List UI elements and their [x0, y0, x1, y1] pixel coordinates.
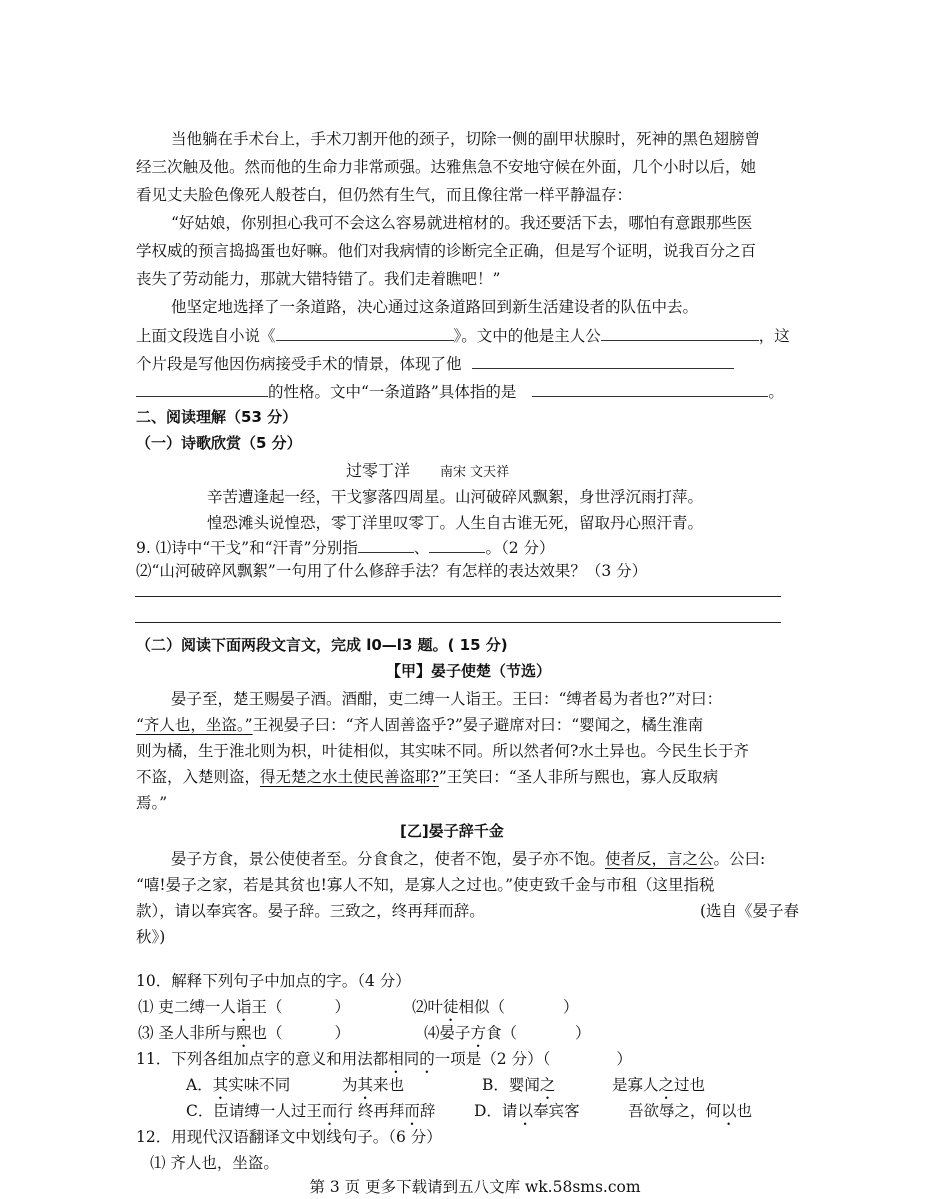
- section-2-sub-2: （二）阅读下面两段文言文，完成 l0—l3 题。( 15 分): [136, 636, 508, 654]
- answer-line[interactable]: [135, 622, 781, 623]
- q9-text: 、: [413, 539, 430, 557]
- q11-option-a[interactable]: [186, 1074, 290, 1103]
- question-11-title: [136, 1048, 632, 1077]
- q10-item-1: [138, 996, 350, 1025]
- q8-blank-protagonist[interactable]: [601, 324, 759, 341]
- q12-item-1: ⑴ 齐人也，坐盗。: [150, 1154, 279, 1172]
- q10-item-3: [138, 1022, 350, 1051]
- q10-text: ）: [334, 998, 350, 1016]
- dotted-char: 以: [721, 1102, 737, 1120]
- yi-line: “嘻!晏子之家，若是其贫也!寡人不知，是寡人之过也。”使吏致千金与市租（这里指税: [136, 876, 715, 894]
- q8-blank-road[interactable]: [532, 380, 768, 397]
- q11-text: 行 终再拜: [337, 1102, 405, 1120]
- jia-text: 王视晏子曰：“齐人固善盗乎?”晏子避席对曰：“婴闻之，橘生淮南: [252, 716, 704, 734]
- q10-text: ⑴ 吏二缚一人: [138, 998, 236, 1016]
- q9-text: 9. ⑴诗中“干戈”和“汗青”分别指: [136, 539, 358, 557]
- q8-text: 个片段是写他因伤病接受手术的情景，体现了他: [136, 355, 462, 373]
- q11-text: 奉宾客: [532, 1102, 580, 1120]
- section-2-title: 二、阅读理解（53 分）: [136, 408, 298, 426]
- dotted-char: 的: [419, 1050, 435, 1068]
- poem-author: 南宋 文天祥: [440, 465, 510, 480]
- poem-line: 惶恐滩头说惶恐，零丁洋里叹零丁。人生自古谁无死，留取丹心照汗青。: [207, 514, 704, 532]
- q11-text: B．婴闻: [482, 1076, 540, 1094]
- q11-text: 是寡人: [612, 1076, 659, 1094]
- q11-option-b[interactable]: [482, 1074, 555, 1103]
- q10-text: ⑷晏子: [424, 1024, 471, 1042]
- poem-line: 辛苦遭逢起一经，干戈寥落四周星。山河破碎风飘絮，身世浮沉雨打萍。: [207, 488, 704, 506]
- question-9-line-1: [136, 536, 554, 559]
- page-footer: 第 3 页 更多下载请到五八文库 wk.58sms.com: [309, 1178, 641, 1196]
- q11-option-d[interactable]: [474, 1100, 579, 1129]
- passage-line: 看见丈夫脸色像死人般苍白，但仍然有生气，而且像往常一样平静温存：: [136, 186, 633, 204]
- q8-text: ，这: [758, 327, 790, 345]
- poem-heading: [346, 460, 509, 484]
- q11-option-d-pair: [628, 1100, 752, 1129]
- yi-text: 晏子方食，景公使使者至。分食食之，使者不饱，晏子亦不饱。: [171, 850, 606, 868]
- q10-text: ）: [575, 1024, 591, 1042]
- dotted-char: 熙: [235, 1024, 252, 1042]
- dotted-char: 徒: [443, 998, 459, 1016]
- passage-line: 经三次触及他。然而他的生命力非常顽强。达雅焦急不安地守候在外面，几个小时以后，她: [136, 158, 757, 176]
- jia-line: [136, 766, 718, 788]
- jia-line: [136, 714, 703, 736]
- jia-line: 则为橘，生于淮北则为枳，叶徒相似，其实味不同。所以然者何?水土异也。今民生长于齐: [136, 742, 749, 760]
- underlined-sentence: 使者反，言之公: [605, 850, 714, 868]
- section-2-sub-1: （一）诗歌欣赏（5 分）: [136, 434, 302, 452]
- q8-text: 。: [768, 383, 784, 401]
- q9-blank-hanqing[interactable]: [429, 536, 485, 553]
- q11-option-b-pair: [612, 1074, 705, 1103]
- question-9-line-2: ⑵“山河破碎风飘絮”一句用了什么修辞手法？有怎样的表达效果？（3 分）: [136, 562, 648, 580]
- q11-text: D．请: [474, 1102, 518, 1120]
- q11-text: A．: [186, 1076, 213, 1094]
- question-8-line-3: [136, 380, 784, 403]
- q11-text: 来也: [373, 1076, 405, 1094]
- q8-blank-novel[interactable]: [276, 324, 454, 341]
- q8-blank-character[interactable]: [472, 352, 734, 369]
- q11-text: ）: [616, 1050, 632, 1068]
- passage-line: “好姑娘，你别担心我可不会这么容易就进棺材的。我还要活下去，哪怕有意跟那些医: [171, 214, 753, 232]
- question-8-line-2: [136, 352, 734, 375]
- q10-text: 相似（: [458, 998, 506, 1016]
- q10-item-4: [424, 1022, 591, 1051]
- q11-text: 为: [342, 1076, 358, 1094]
- q10-text: ）: [334, 1024, 350, 1042]
- q8-text: 的性格。文中“一条道路”具体指的是: [268, 383, 517, 401]
- dotted-char: 方: [470, 1024, 487, 1042]
- q9-blank-gange[interactable]: [358, 536, 414, 553]
- dotted-char: 之: [658, 1076, 675, 1094]
- q10-item-2: [412, 996, 579, 1025]
- yi-line: [171, 848, 765, 870]
- answer-line[interactable]: [135, 596, 781, 597]
- q10-text: 王（: [251, 998, 283, 1016]
- q10-text: ⑶ 圣人非所与: [138, 1024, 236, 1042]
- passage-line: 他坚定地选择了一条道路，决心通过这条道路回到新生活建设者的队伍中去。: [171, 298, 699, 316]
- q11-option-a-pair: [342, 1074, 404, 1103]
- q11-text: 也: [736, 1102, 753, 1120]
- dotted-char: 之: [539, 1076, 556, 1094]
- dotted-char: 相: [388, 1050, 404, 1068]
- yi-text: 。公曰:: [713, 850, 766, 868]
- jia-text: ”王笑曰：“圣人非所与熙也，寡人反取病: [438, 768, 719, 786]
- passage-line: 丧失了劳动能力，那就大错特错了。我们走着瞧吧！”: [136, 270, 501, 288]
- question-12-title: 12．用现代汉语翻译文中划线句子。（6 分）: [136, 1128, 442, 1146]
- q11-text: 吾欲辱之，何: [628, 1102, 722, 1120]
- q8-text: 上面文段选自小说《: [136, 327, 276, 345]
- yi-source: (选自《晏子春: [700, 902, 800, 920]
- yi-line: 款），请以奉宾客。晏子辞。三致之，终再拜而辞。: [136, 902, 485, 920]
- yi-title: [乙]晏子辞千金: [400, 822, 504, 840]
- question-10-title: 10．解释下列句子中加点的字。（4 分）: [136, 972, 411, 990]
- q10-text: 也（: [251, 1024, 283, 1042]
- q11-text: 11．下列各组加点字的意义和用法都: [136, 1050, 389, 1068]
- dotted-char: 而: [404, 1102, 420, 1120]
- jia-line: 晏子至，楚王赐晏子酒。酒酣，吏二缚一人诣王。王曰：“缚者曷为者也?”对曰：: [171, 690, 723, 708]
- dotted-char: 以: [517, 1102, 533, 1120]
- q11-text: 实味不同: [228, 1076, 291, 1094]
- dotted-char: 其: [357, 1076, 374, 1094]
- dotted-char: 诣: [235, 998, 252, 1016]
- underlined-sentence: 得无楚之水土使民善盗耶?: [260, 768, 439, 786]
- question-8-line-1: [136, 324, 790, 347]
- q11-text: 同: [403, 1050, 420, 1068]
- dotted-char: 而: [321, 1102, 338, 1120]
- dotted-char: 其: [212, 1076, 229, 1094]
- q10-text: ）: [563, 998, 579, 1016]
- q11-option-c[interactable]: [186, 1100, 435, 1129]
- passage-line: 当他躺在手术台上，手术刀割开他的颈子，切除一侧的副甲状腺时，死神的黑色翅膀曾: [171, 130, 761, 148]
- q9-text: 。（2 分）: [485, 539, 555, 557]
- q11-text: 过也: [674, 1076, 706, 1094]
- q11-text: 辞: [419, 1102, 436, 1120]
- jia-line: 焉。”: [136, 794, 168, 812]
- q8-text: 》。文中的他是主人公: [453, 327, 601, 345]
- q8-blank-character-cont[interactable]: [136, 380, 268, 397]
- jia-text: 不盗，入楚则盗，: [136, 768, 261, 786]
- q10-text: 食（: [486, 1024, 518, 1042]
- q11-text: C．臣请缚一人过王: [186, 1102, 322, 1120]
- underlined-sentence: “齐人也，坐盗。”: [136, 716, 253, 734]
- yi-source-cont: 秋》): [136, 928, 166, 946]
- q11-text: 一项是（2 分）（: [434, 1050, 551, 1068]
- q10-text: ⑵叶: [412, 998, 444, 1016]
- jia-title: 【甲】晏子使楚（节选）: [386, 662, 552, 680]
- passage-line: 学权威的预言捣捣蛋也好嘛。他们对我病情的诊断完全正确，但是写个证明，说我百分之百: [136, 242, 757, 260]
- poem-title: 过零丁洋: [346, 461, 411, 480]
